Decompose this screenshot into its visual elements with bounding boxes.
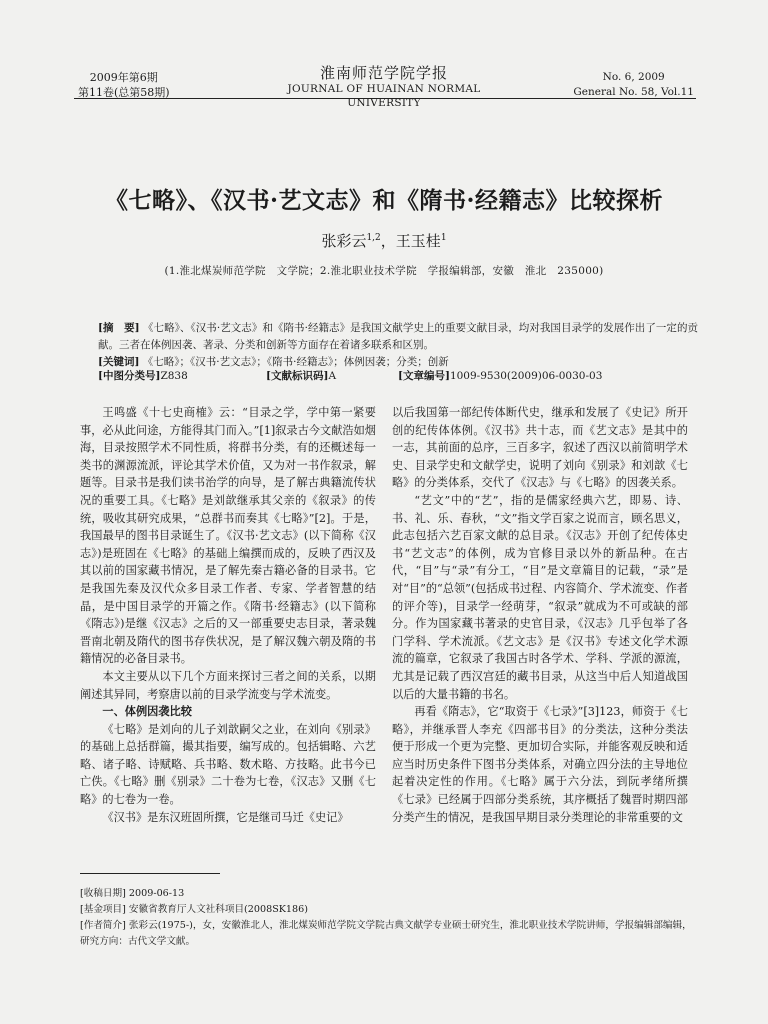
body-paragraph: 本文主要从以下几个方面来探讨三者之间的关系，以期阐述其异同，考察唐以前的目录学流变与学术流变。 [80,669,376,701]
doc-code-value: A [328,370,337,382]
journal-name [250,64,518,110]
author-line [0,230,768,251]
abstract-text: 《七略》、《汉书·艺文志》和《隋书·经籍志》是我国文献学史上的重要文献目录，均对我国目录学的发展作出了一定的贡献。三者在体例因袭、著录、分类和创新等方面存在着诸多联系和区别。 [98,322,698,351]
section-heading: 一、体例因袭比较 [102,704,192,719]
body-column-right [392,404,688,826]
received-date: [收稿日期] 2009-06-13 [80,888,185,899]
journal-name-en: JOURNAL OF HUAINAN NORMAL UNIVERSITY [287,83,481,109]
author-bio: [作者简介] 张彩云(1975-)，女，安徽淮北人，淮北煤炭师范学院文学院古典文献学专业硕士研究生，淮北职业技术学院讲师，学报编辑部编辑，研究方向：古代文学文献。 [80,920,692,947]
fund-project: [基金项目] 安徽省教育厅人文社科项目(2008SK186) [80,904,308,915]
article-number-field [398,368,602,385]
issue-en: No. 6, 2009 [602,71,665,83]
author-name-1: 张彩云 [321,232,367,250]
body-column-left [80,404,376,826]
body-paragraph: 再看《隋志》，它“取资于《七录》”[3]123，师资于《七略》，并继承晋人李充《四部书目》的分类法，这种分类法便于形成一个更为完整、更加切合实际，并能客观反映和适应当时历史条件下图书分类体系，对确立四分法的主导地位起着决定性的作用。《七略》属于六分法，到阮孝绪所撰《七录》已经属于四部分类系统，其序概括了魏晋时期四部分类产生的情况，是我国早期目录分类理论的非常重要的文 [392,705,688,824]
clc-field [98,368,188,385]
footnotes [80,886,696,950]
author-affil-marker-2: 1 [440,233,447,243]
body-paragraph: “艺文”中的“艺”，指的是儒家经典六艺，即易、诗、书、礼、乐、春秋，“文”指文学百家之说而言，顾名思义，此志包括六艺百家文献的总目录。《汉志》开创了纪传体史书“艺文志”的体例，成为官修目录以外的新品种。在古代，“目”与“录”有分工，“目”是文章篇目的记载，“录”是对“目”的“总领”(包括成书过程、内容简介、学术流变、作者的评介等)，目录学一经萌芽，“叙录”就成为不可或缺的部分。作为国家藏书著录的史官目录，《汉志》几乎包举了各门学科、学术流派。《艺文志》是《汉书》专述文化学术源流的篇章，它叙录了我国古时各学术、学科、学派的源流，尤其是记载了西汉宫廷的藏书目录，从这当中后人知道战国以后的大量书籍的书名。 [392,493,688,701]
affiliation: (1.淮北煤炭师范学院 文学院；2.淮北职业技术学院 学报编辑部，安徽 淮北 235000) [164,265,604,277]
article-number-label: [文章编号] [398,370,450,382]
volume-info: 第11卷(总第58期) [78,86,170,99]
body-paragraph: 《七略》是刘向的儿子刘歆嗣父之业，在刘向《别录》的基础上总括群篇，撮其指要，编写成的。包括辑略、六艺略、诸子略、诗赋略、兵书略、数术略、方技略。此书今已亡佚。《七略》删《别录》二十卷为七卷，《汉志》又删《七略》的七卷为一卷。 [80,722,376,807]
body-paragraph: 王鸣盛《十七史商榷》云：“目录之学，学中第一紧要事，必从此问途，方能得其门而入。”[1]叙录古今文献浩如烟海，目录按照学术不同性质，将群书分类，有的还概述每一类书的渊源流派，评论其学术价值，又为对一书作叙录，解题等。目录书是我们读书治学的向导，是了解古典籍流传状况的重要工具。《七略》是刘歆继承其父亲的《叙录》的传统，吸收其研究成果，“总群书而奏其《七略》”[2]。于是，我国最早的图书目录诞生了。《汉书·艺文志》(以下简称《汉志》)是班固在《七略》的基础上编撰而成的，反映了西汉及其以前的国家藏书情况，是了解先秦古籍必备的目录书。它是我国先秦及汉代众多目录工作者、专家、学者智慧的结晶，是中国目录学的开篇之作。《隋书·经籍志》(以下简称《隋志》)是继《汉志》之后的又一部重要史志目录，著录魏晋南北朝及隋代的图书存佚状况，是了解汉魏六朝及隋的书籍情况的必备目录书。 [80,406,376,666]
author-name-2: 王玉桂 [395,232,441,250]
abstract-label: [摘 要] [98,322,140,334]
body-paragraph: 以后我国第一部纪传体断代史，继承和发展了《史记》所开创的纪传体体例。《汉书》共十志，而《艺文志》是其中的一志，其前面的总序，三百多字，叙述了西汉以前简明学术史、目录学史和文献学史，说明了刘向《别录》和刘歆《七略》的分类体系，交代了《汉志》与《七略》的因袭关系。 [392,406,688,490]
year-issue: 2009年第6期 [89,71,158,84]
doc-code-field [266,368,336,385]
general-en: General No. 58, Vol.11 [573,86,694,98]
clc-value: Z838 [160,370,188,382]
author-affil-marker-1: 1,2 [366,233,381,243]
clc-label: [中图分类号] [98,370,161,382]
body-paragraph: 《汉书》是东汉班固所撰，它是继司马迁《史记》 [102,810,349,824]
keywords-label: [关键词] [98,356,140,368]
journal-name-cn: 淮南师范学院学报 [319,64,448,82]
issue-info-right [573,70,694,100]
header-rule [74,98,696,99]
article-number-value: 1009-9530(2009)06-0030-03 [449,370,603,382]
author-separator: ， [380,232,396,250]
footnote-rule [80,873,220,874]
issue-info-left [78,70,170,100]
doc-code-label: [文献标识码] [266,370,329,382]
paper-title: 《七略》、《汉书·艺文志》和《隋书·经籍志》比较探析 [104,187,663,214]
keywords-text: 《七略》；《汉书·艺文志》；《隋书·经籍志》；体例因袭；分类；创新 [142,356,449,368]
abstract [98,320,698,371]
